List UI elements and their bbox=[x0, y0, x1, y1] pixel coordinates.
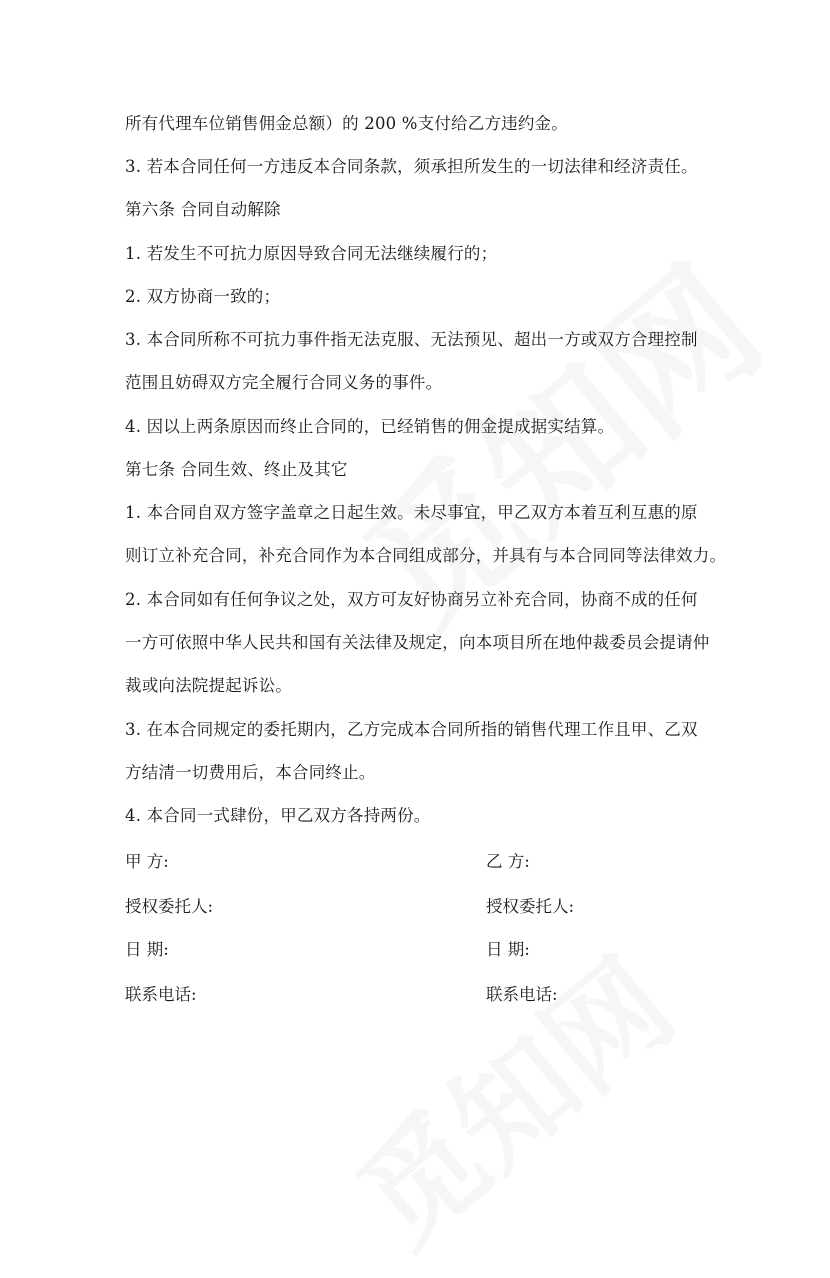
party-a-phone-label: 联系电话: bbox=[125, 985, 197, 1004]
paragraph-line: 方结清一切费用后，本合同终止。 bbox=[125, 763, 376, 782]
paragraph-line: 1. 若发生不可抗力原因导致合同无法继续履行的； bbox=[125, 244, 498, 263]
paragraph-line: 4. 本合同一式肆份，甲乙双方各持两份。 bbox=[125, 806, 431, 825]
section-heading: 第七条 合同生效、终止及其它 bbox=[125, 460, 348, 479]
paragraph-line: 1. 本合同自双方签字盖章之日起生效。未尽事宜，甲乙双方本着互利互惠的原 bbox=[125, 503, 698, 522]
paragraph-line: 则订立补充合同，补充合同作为本合同组成部分，并具有与本合同同等法律效力。 bbox=[125, 546, 727, 565]
party-b-date-label: 日 期: bbox=[486, 940, 530, 959]
section-heading: 第六条 合同自动解除 bbox=[125, 200, 281, 219]
party-a-label: 甲 方: bbox=[125, 852, 169, 871]
party-b-agent-label: 授权委托人: bbox=[486, 897, 575, 916]
party-a-date-label: 日 期: bbox=[125, 940, 169, 959]
paragraph-line: 3. 若本合同任何一方违反本合同条款，须承担所发生的一切法律和经济责任。 bbox=[125, 157, 698, 176]
party-b-phone-label: 联系电话: bbox=[486, 985, 558, 1004]
paragraph-line: 一方可依照中华人民共和国有关法律及规定，向本项目所在地仲裁委员会提请仲 bbox=[125, 633, 710, 652]
watermark bbox=[317, 914, 703, 1277]
paragraph-line: 2. 本合同如有任何争议之处，双方可友好协商另立补充合同，协商不成的任何 bbox=[125, 590, 698, 609]
paragraph-line: 裁或向法院提起诉讼。 bbox=[125, 676, 292, 695]
paragraph-line: 范围且妨碍双方完全履行合同义务的事件。 bbox=[125, 373, 443, 392]
party-a-agent-label: 授权委托人: bbox=[125, 897, 214, 916]
paragraph-line: 所有代理车位销售佣金总额）的 200 %支付给乙方违约金。 bbox=[125, 114, 568, 133]
party-b-label: 乙 方: bbox=[486, 852, 530, 871]
paragraph-line: 4. 因以上两条原因而终止合同的，已经销售的佣金提成据实结算。 bbox=[125, 417, 615, 436]
paragraph-line: 3. 本合同所称不可抗力事件指无法克服、无法预见、超出一方或双方合理控制 bbox=[125, 330, 698, 349]
paragraph-line: 2. 双方协商一致的； bbox=[125, 287, 281, 306]
paragraph-line: 3. 在本合同规定的委托期内，乙方完成本合同所指的销售代理工作且甲、乙双 bbox=[125, 720, 698, 739]
